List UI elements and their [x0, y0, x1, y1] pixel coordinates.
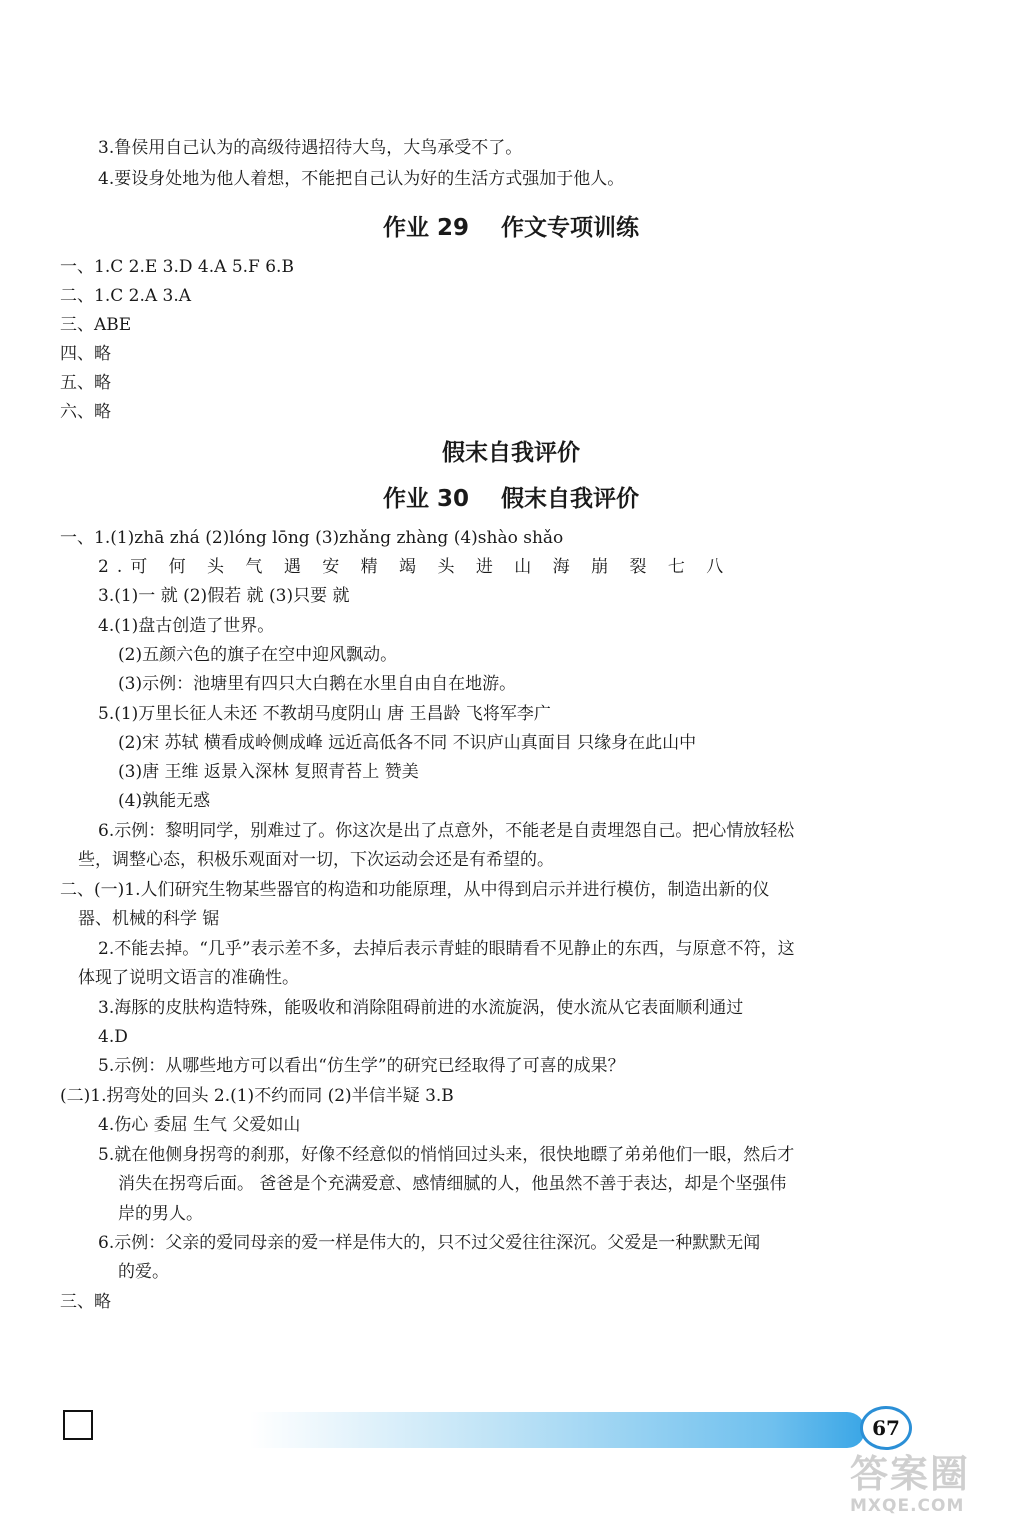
section-title-30: 作业 30 假末自我评价	[382, 486, 640, 512]
answer-line: 些，调整心态，积极乐观面对一切，下次运动会还是有希望的。	[78, 850, 554, 870]
answer-line: 4.伤心 委屈 生气 父爱如山	[98, 1115, 301, 1135]
answer-line: 岸的男人。	[118, 1204, 203, 1224]
corner-square-box	[63, 1410, 93, 1440]
watermark	[850, 1452, 1010, 1522]
watermark-logo: 答案圈	[850, 1452, 971, 1496]
answer-line: (二)1.拐弯处的回头 2.(1)不约而同 (2)半信半疑 3.B	[60, 1086, 454, 1106]
answer-line: 2.不能去掉。“几乎”表示差不多，去掉后表示青蛙的眼睛看不见静止的东西，与原意不符，这	[98, 939, 795, 959]
answer-line: 一、1.C 2.E 3.D 4.A 5.F 6.B	[60, 257, 294, 277]
answer-line: 六、略	[60, 402, 111, 422]
answer-line: 3.海豚的皮肤构造特殊，能吸收和消除阻碍前进的水流旋涡，使水流从它表面顺利通过	[98, 998, 744, 1018]
answer-line: (3)示例：池塘里有四只大白鹅在水里自由自在地游。	[118, 674, 517, 694]
answer-line: 体现了说明文语言的准确性。	[78, 968, 299, 988]
answer-line: 4.D	[98, 1027, 128, 1047]
answer-line: 5.示例：从哪些地方可以看出“仿生学”的研究已经取得了可喜的成果？	[98, 1056, 625, 1076]
answer-line: 三、略	[60, 1292, 111, 1312]
answer-line: (3)唐 王维 返景入深林 复照青苔上 赞美	[118, 762, 419, 782]
answer-line: 器、机械的科学 锯	[78, 909, 220, 929]
answer-line: 二、(一)1.人们研究生物某些器官的构造和功能原理，从中得到启示并进行模仿，制造出新的仪	[60, 880, 770, 900]
answer-line: 3.(1)一 就 (2)假若 就 (3)只要 就	[98, 586, 350, 606]
answer-line: 四、略	[60, 344, 111, 364]
answer-line: 4.(1)盘古创造了世界。	[98, 616, 275, 636]
answer-line: (2)宋 苏轼 横看成岭侧成峰 远近高低各不同 不识庐山真面目 只缘身在此山中	[118, 733, 697, 753]
answer-line: 5.(1)万里长征人未还 不教胡马度阴山 唐 王昌龄 飞将军李广	[98, 704, 551, 724]
answer-line: 6.示例：黎明同学，别难过了。你这次是出了点意外，不能老是自责埋怨自己。把心情放轻松	[98, 821, 795, 841]
part-title: 假末自我评价	[442, 440, 580, 466]
footer-gradient-bar	[250, 1412, 865, 1448]
page-number: 67	[860, 1406, 912, 1450]
answer-line: 6.示例：父亲的爱同母亲的爱一样是伟大的，只不过父爱往往深沉。父爱是一种默默无闻	[98, 1233, 761, 1253]
answer-line: 4.要设身处地为他人着想，不能把自己认为好的生活方式强加于他人。	[98, 169, 625, 189]
answer-line: 的爱。	[118, 1262, 169, 1282]
answer-line: 五、略	[60, 373, 111, 393]
answer-line: 3.鲁侯用自己认为的高级待遇招待大鸟，大鸟承受不了。	[98, 138, 523, 158]
section-title-29: 作业 29 作文专项训练	[382, 215, 640, 241]
answer-line: (2)五颜六色的旗子在空中迎风飘动。	[118, 645, 398, 665]
answer-line: 二、1.C 2.A 3.A	[60, 286, 192, 306]
answer-line: 5.就在他侧身拐弯的刹那，好像不经意似的悄悄回过头来，很快地瞟了弟弟他们一眼，然后才	[98, 1145, 795, 1165]
watermark-url: MXQE.COM	[850, 1496, 965, 1516]
answer-line: 2.可 何 头 气 遇 安 精 竭 头 进 山 海 崩 裂 七 八	[98, 557, 732, 577]
answer-line: (4)孰能无惑	[118, 791, 211, 811]
answer-line: 一、1.(1)zhā zhá (2)lóng lōng (3)zhǎng zhàng (4)shào shǎo	[60, 528, 564, 548]
answer-line: 三、ABE	[60, 315, 132, 335]
answer-line: 消失在拐弯后面。 爸爸是个充满爱意、感情细腻的人，他虽然不善于表达，却是个坚强伟	[118, 1174, 787, 1194]
